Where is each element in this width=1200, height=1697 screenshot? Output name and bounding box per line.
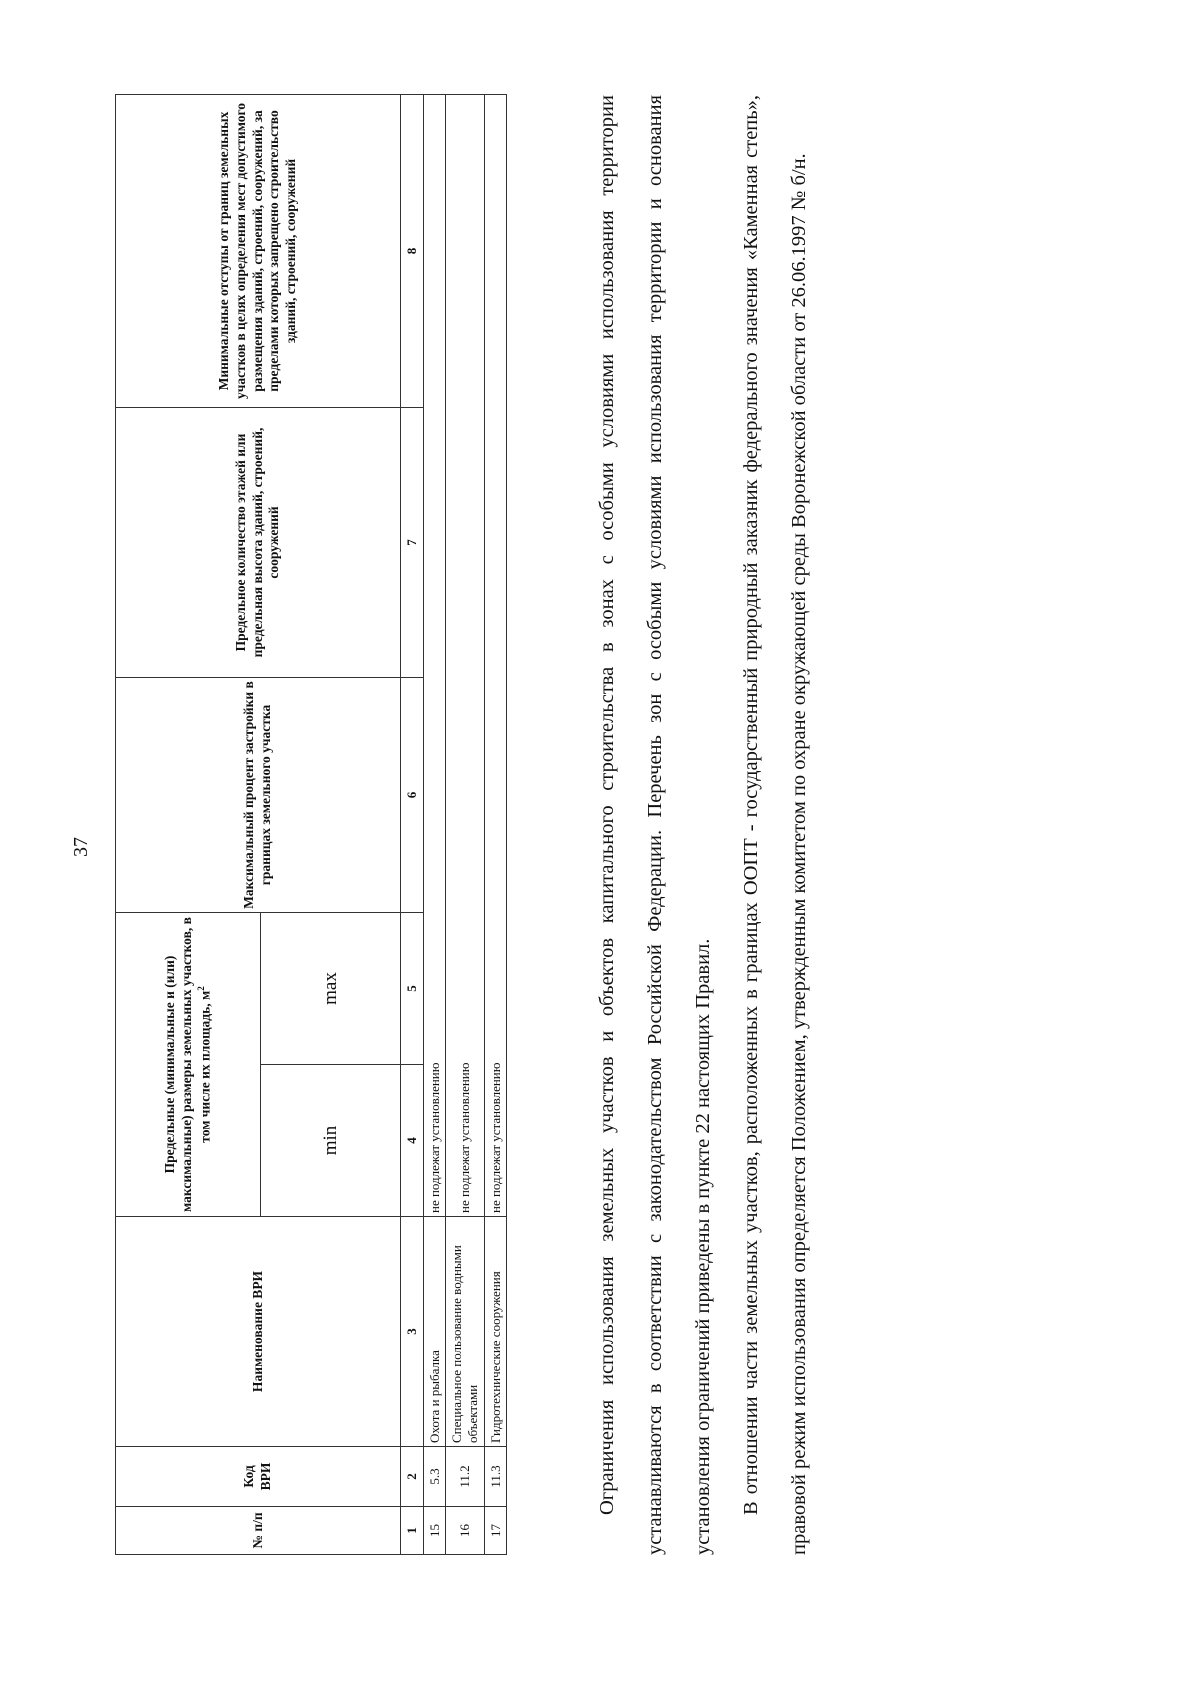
header-percent: Максимальный процент застройки в границах земельного участка bbox=[116, 678, 401, 913]
cell-name: Охота и рыбалка bbox=[424, 1217, 446, 1447]
body-text bbox=[583, 95, 823, 1555]
cell-code: 11.2 bbox=[446, 1447, 485, 1507]
header-min: min bbox=[261, 1065, 401, 1217]
table-row bbox=[424, 95, 446, 1555]
header-code: Код ВРИ bbox=[116, 1447, 401, 1507]
cell-no: 16 bbox=[446, 1507, 485, 1555]
header-floors: Предельное количество этажей или предельная высота зданий, строений, сооружений bbox=[116, 408, 401, 678]
header-sizes-text: Предельные (минимальные и (или) максимальные) размеры земельных участков, в том числе их площадь, м bbox=[161, 917, 213, 1212]
cell-code: 11.3 bbox=[485, 1447, 507, 1507]
cell-no: 17 bbox=[485, 1507, 507, 1555]
header-sizes-sup: 2 bbox=[195, 986, 206, 991]
column-number: 6 bbox=[401, 678, 424, 913]
column-number: 1 bbox=[401, 1507, 424, 1555]
cell-value: не подлежат установлению bbox=[424, 95, 446, 1217]
column-number: 8 bbox=[401, 95, 424, 408]
column-number: 2 bbox=[401, 1447, 424, 1507]
header-setbacks: Минимальные отступы от границ земельных участков в целях определения мест допустимого размещения зданий, строений, сооружений, за пределами которых запрещено строительство зданий, строений, сооружений bbox=[116, 95, 401, 408]
cell-no: 15 bbox=[424, 1507, 446, 1555]
column-number: 4 bbox=[401, 1065, 424, 1217]
vri-table bbox=[115, 94, 507, 1555]
column-number: 3 bbox=[401, 1217, 424, 1447]
paragraph-restrictions: Ограничения использования земельных участков и объектов капитального строительства в зонах с особыми условиями использования территории устанавливаются в соответствии с законодательством Российской Федерации. Перечень зон с особыми условиями использования территории и основания установления ограничений приведены в пункте 22 настоящих Правил. bbox=[596, 95, 714, 1555]
header-sizes bbox=[116, 913, 261, 1217]
paragraph-reserve: В отношении части земельных участков, расположенных в границах ООПТ - государственный природный заказник федерального значения «Каменная степь», правовой режим использования определяется Положением, утвержденным комитетом по охране окружающей среды Воронежской области от 26.06.1997 № б/н. bbox=[740, 95, 810, 1555]
column-number: 7 bbox=[401, 408, 424, 678]
header-no: № п/п bbox=[116, 1507, 401, 1555]
cell-code: 5.3 bbox=[424, 1447, 446, 1507]
column-number: 5 bbox=[401, 913, 424, 1065]
header-name: Наименование ВРИ bbox=[116, 1217, 401, 1447]
table-row bbox=[485, 95, 507, 1555]
table-row bbox=[446, 95, 485, 1555]
header-max: max bbox=[261, 913, 401, 1065]
cell-value: не подлежат установлению bbox=[446, 95, 485, 1217]
page-number: 37 bbox=[70, 837, 92, 857]
cell-name: Специальное пользование водными объектами bbox=[446, 1217, 485, 1447]
cell-value: не подлежат установлению bbox=[485, 95, 507, 1217]
cell-name: Гидротехнические сооружения bbox=[485, 1217, 507, 1447]
